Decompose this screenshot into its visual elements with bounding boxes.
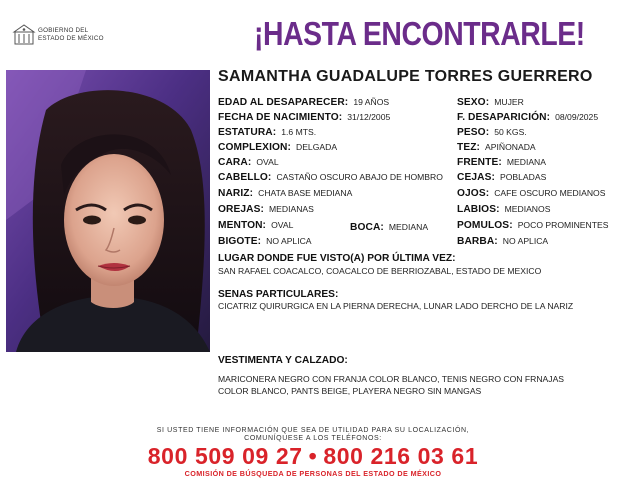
info-request-line-2: COMUNÍQUESE A LOS TELÉFONOS: xyxy=(244,435,382,442)
field-ojos-value: CAFE OSCURO MEDIANOS xyxy=(494,188,606,198)
field-frente-value: MEDIANA xyxy=(506,157,546,167)
field-cabello xyxy=(218,172,443,183)
field-peso xyxy=(457,127,527,138)
field-frente-label: FRENTE: xyxy=(457,157,502,168)
field-cara-label: CARA: xyxy=(218,157,252,168)
field-sexo-label: SEXO: xyxy=(457,97,490,108)
field-fecha-nacimiento xyxy=(218,112,390,123)
field-pomulos-value: POCO PROMINENTES xyxy=(517,220,609,230)
field-sexo-value: MUJER xyxy=(494,97,524,107)
field-orejas xyxy=(218,204,314,215)
field-complexion-label: COMPLEXION: xyxy=(218,142,291,153)
field-complexion-value: DELGADA xyxy=(295,142,338,152)
particular-marks-label: SENAS PARTICULARES: xyxy=(218,289,339,300)
field-fecha-desaparicion-value: 08/09/2025 xyxy=(555,112,599,122)
person-name: SAMANTHA GUADALUPE TORRES GUERRERO xyxy=(218,68,593,85)
field-labios-value: MEDIANOS xyxy=(504,204,551,214)
government-line-2: ESTADO DE MÉXICO xyxy=(38,35,104,42)
field-fecha-nacimiento-label: FECHA DE NACIMIENTO: xyxy=(218,112,343,123)
field-tez-value: APIÑONADA xyxy=(485,142,536,152)
field-orejas-value: MEDIANAS xyxy=(269,204,314,214)
field-tez-label: TEZ: xyxy=(457,142,481,153)
field-boca-label: BOCA: xyxy=(350,222,384,233)
field-cara-value: OVAL xyxy=(256,157,279,167)
field-cabello-value: CASTAÑO OSCURO ABAJO DE HOMBRO xyxy=(276,172,443,182)
field-labios-label: LABIOS: xyxy=(457,204,500,215)
field-edad-value: 19 AÑOS xyxy=(353,97,390,107)
clothing-label: VESTIMENTA Y CALZADO: xyxy=(218,355,348,366)
last-seen-label: LUGAR DONDE FUE VISTO(A) POR ÚLTIMA VEZ: xyxy=(218,253,456,264)
phone-number-1[interactable]: 800 509 09 27 xyxy=(147,443,303,469)
field-estatura-label: ESTATURA: xyxy=(218,127,277,138)
field-barba-value: NO APLICA xyxy=(502,236,549,246)
clothing-line-1: MARICONERA NEGRO CON FRANJA COLOR BLANCO, TENIS NEGRO CON FRNAJAS xyxy=(218,374,565,384)
field-cejas-value: POBLADAS xyxy=(499,172,547,182)
particular-marks-value: CICATRIZ QUIRURGICA EN LA PIERNA DERECHA, LUNAR LADO DERCHO DE LA NARIZ xyxy=(218,301,574,311)
government-line-1: GOBIERNO DEL xyxy=(38,27,89,34)
field-fecha-desaparicion-label: F. DESAPARICIÓN: xyxy=(457,112,551,123)
field-cejas-label: CEJAS: xyxy=(457,172,495,183)
field-sexo xyxy=(457,97,524,108)
clothing-line-2: COLOR BLANCO, PANTS BEIGE, PLAYERA NEGRO SIN MANGAS xyxy=(218,386,482,396)
field-ojos xyxy=(457,188,605,199)
field-boca xyxy=(350,222,428,233)
field-orejas-label: OREJAS: xyxy=(218,204,264,215)
field-frente xyxy=(457,157,546,168)
field-bigote-value: NO APLICA xyxy=(266,236,312,246)
field-fecha-desaparicion xyxy=(457,112,598,123)
info-request-line-1: SI USTED TIENE INFORMACIÓN QUE SEA DE UTILIDAD PARA SU LOCALIZACIÓN, xyxy=(156,427,470,434)
commission-name: COMISIÓN DE BÚSQUEDA DE PERSONAS DEL ESTADO DE MÉXICO xyxy=(184,469,442,478)
phone-numbers xyxy=(0,443,626,469)
field-pomulos-label: POMULOS: xyxy=(457,220,513,231)
government-logo xyxy=(12,23,142,47)
person-photo xyxy=(6,70,210,352)
field-fecha-nacimiento-value: 31/12/2005 xyxy=(347,112,391,122)
field-barba xyxy=(457,236,548,247)
field-cabello-label: CABELLO: xyxy=(218,172,272,183)
field-peso-label: PESO: xyxy=(457,127,490,138)
field-estatura-value: 1.6 MTS. xyxy=(281,127,317,137)
field-menton-label: MENTON: xyxy=(218,220,267,231)
field-menton xyxy=(218,220,293,231)
last-seen-value: SAN RAFAEL COACALCO, COACALCO DE BERRIOZABAL, ESTADO DE MEXICO xyxy=(218,266,542,276)
phone-number-2[interactable]: 800 216 03 61 xyxy=(323,443,479,469)
field-cara xyxy=(218,157,279,168)
portrait-photo xyxy=(6,70,210,352)
field-edad-label: EDAD AL DESAPARECER: xyxy=(218,97,349,108)
field-barba-label: BARBA: xyxy=(457,236,498,247)
headline: ¡HASTA ENCONTRARLE! xyxy=(254,15,585,52)
field-cejas xyxy=(457,172,546,183)
field-tez xyxy=(457,142,536,153)
phone-separator: • xyxy=(308,443,318,469)
field-nariz-value: CHATA BASE MEDIANA xyxy=(258,188,353,198)
state-emblem-icon xyxy=(12,23,36,47)
field-pomulos xyxy=(457,220,608,231)
field-nariz xyxy=(218,188,352,199)
field-bigote xyxy=(218,236,312,247)
field-labios xyxy=(457,204,550,215)
field-peso-value: 50 KGS. xyxy=(494,127,527,137)
field-ojos-label: OJOS: xyxy=(457,188,490,199)
field-complexion xyxy=(218,142,337,153)
field-boca-value: MEDIANA xyxy=(388,222,429,232)
government-name xyxy=(38,27,104,43)
field-bigote-label: BIGOTE: xyxy=(218,236,262,247)
field-edad xyxy=(218,97,389,108)
field-nariz-label: NARIZ: xyxy=(218,188,254,199)
field-estatura xyxy=(218,127,316,138)
field-menton-value: OVAL xyxy=(271,220,294,230)
